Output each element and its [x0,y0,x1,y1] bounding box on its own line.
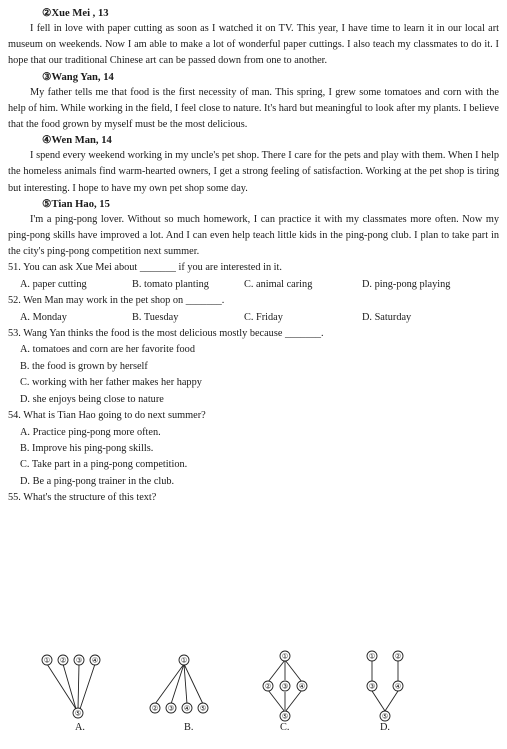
q53-option-a[interactable]: A. tomatoes and corn are her favorite food [20,344,195,356]
q52-option-c[interactable]: C. Friday [244,311,283,323]
q51-option-b[interactable]: B. tomato planting [132,278,209,290]
passage-header-xue-mei: ②Xue Mei , 13 [42,8,109,19]
q51-option-c[interactable]: C. animal caring [244,278,313,290]
structure-diagram-c[interactable] [250,648,320,724]
diagram-b-node-5: ⑤ [199,704,207,713]
diagram-b-node-2: ② [151,704,159,713]
passage-text-wang-yan: My father tells me that food is the first necessity of man. This spring, I grew some tomatoes and corn with the help of him. While working in the field, I feel close to nature. It's hard but meaningful to look after my plants. I believe that the food grown by myself must be the most delicious. [8,86,499,131]
diagram-d-node-3: ③ [368,682,376,691]
diagram-c-node-4: ④ [298,682,306,691]
document-page [0,6,507,749]
q53-option-c[interactable]: C. working with her father makes her happy [20,377,202,389]
q51-option-a[interactable]: A. paper cutting [20,278,87,290]
q52-option-a[interactable]: A. Monday [20,311,67,323]
diagram-a-label: A. [75,722,86,733]
q54-option-d[interactable]: D. Be a ping-pong trainer in the club. [20,475,175,487]
question-51-stem: 51. You can ask Xue Mei about _______ if you are interested in it. [8,262,282,274]
diagram-d-node-2: ② [394,652,402,661]
question-53-stem: 53. Wang Yan thinks the food is the most delicious mostly because _______. [8,328,324,340]
diagram-c-node-3: ③ [281,682,289,691]
passage-header-wen-man: ④Wen Man, 14 [42,135,112,147]
diagram-d-node-4: ④ [394,682,402,691]
q53-option-b[interactable]: B. the food is grown by herself [20,360,148,372]
diagram-a-node-3: ③ [75,656,83,665]
q54-option-c[interactable]: C. Take part in a ping-pong competition. [20,459,188,471]
diagram-d-node-5: ⑤ [381,712,389,721]
q54-option-b[interactable]: B. Improve his ping-pong skills. [20,442,154,454]
diagram-c-node-5: ⑤ [281,712,289,721]
diagram-a-node-1: ① [43,656,51,665]
structure-diagram-d[interactable] [352,648,422,724]
diagram-b-node-4: ④ [183,704,191,713]
diagram-d-node-1: ① [368,652,376,661]
diagram-a-node-4: ④ [91,656,99,665]
q54-option-a[interactable]: A. Practice ping-pong more often. [20,426,161,438]
structure-diagram-a[interactable] [38,652,118,722]
diagram-b-label: B. [184,722,194,733]
diagram-a-node-5: ⑤ [74,709,82,718]
passage-header-tian-hao: ⑤Tian Hao, 15 [42,198,110,210]
passage-text-xue-mei: I fell in love with paper cutting as soon as I watched it on TV. This year, I have time to learn it in our local art museum on weekends. Now I am able to make a lot of wonderful paper cuttings. I also teach my classmates to do it. I hope that our traditional Chinese art can be passed down from one to another. [8,23,499,67]
question-54-stem: 54. What is Tian Hao going to do next summer? [8,410,206,422]
question-52-options [8,310,499,326]
question-51-options [8,277,499,293]
structure-diagrams [0,648,507,743]
diagram-c-label: C. [280,722,290,733]
q52-option-d[interactable]: D. Saturday [362,311,412,323]
diagram-c-node-1: ① [281,652,289,661]
question-55-stem: 55. What's the structure of this text? [8,492,157,504]
diagram-b-node-1: ① [180,656,188,665]
question-52-stem: 52. Wen Man may work in the pet shop on _______. [8,295,225,307]
passage-text-wen-man: I spend every weekend working in my uncle's pet shop. There I care for the pets and play with them. When I help the homeless animals find warm-hearted owners, I get a strong feeling of satisfaction. Working at the pet shop is tiring but interesting. I hope to have my own pet shop some day. [8,150,499,194]
passage-header-wang-yan: ③Wang Yan, 14 [42,71,114,83]
diagram-a-node-2: ② [59,656,67,665]
structure-diagram-b[interactable] [146,652,236,722]
q52-option-b[interactable]: B. Tuesday [132,311,179,323]
diagram-d-label: D. [380,722,391,733]
passage-text-tian-hao: I'm a ping-pong lover. Without so much homework, I can practice it with my classmates more often. Now my ping-pong skills have improved a lot. And I can even help teach little kids in the ping-pong club. I plan to take part in the city's ping-pong competition next summer. [8,213,499,258]
q53-option-d[interactable]: D. she enjoys being close to nature [20,393,164,405]
diagram-c-node-2: ② [264,682,272,691]
diagram-b-node-3: ③ [167,704,175,713]
q51-option-d[interactable]: D. ping-pong playing [362,278,451,290]
